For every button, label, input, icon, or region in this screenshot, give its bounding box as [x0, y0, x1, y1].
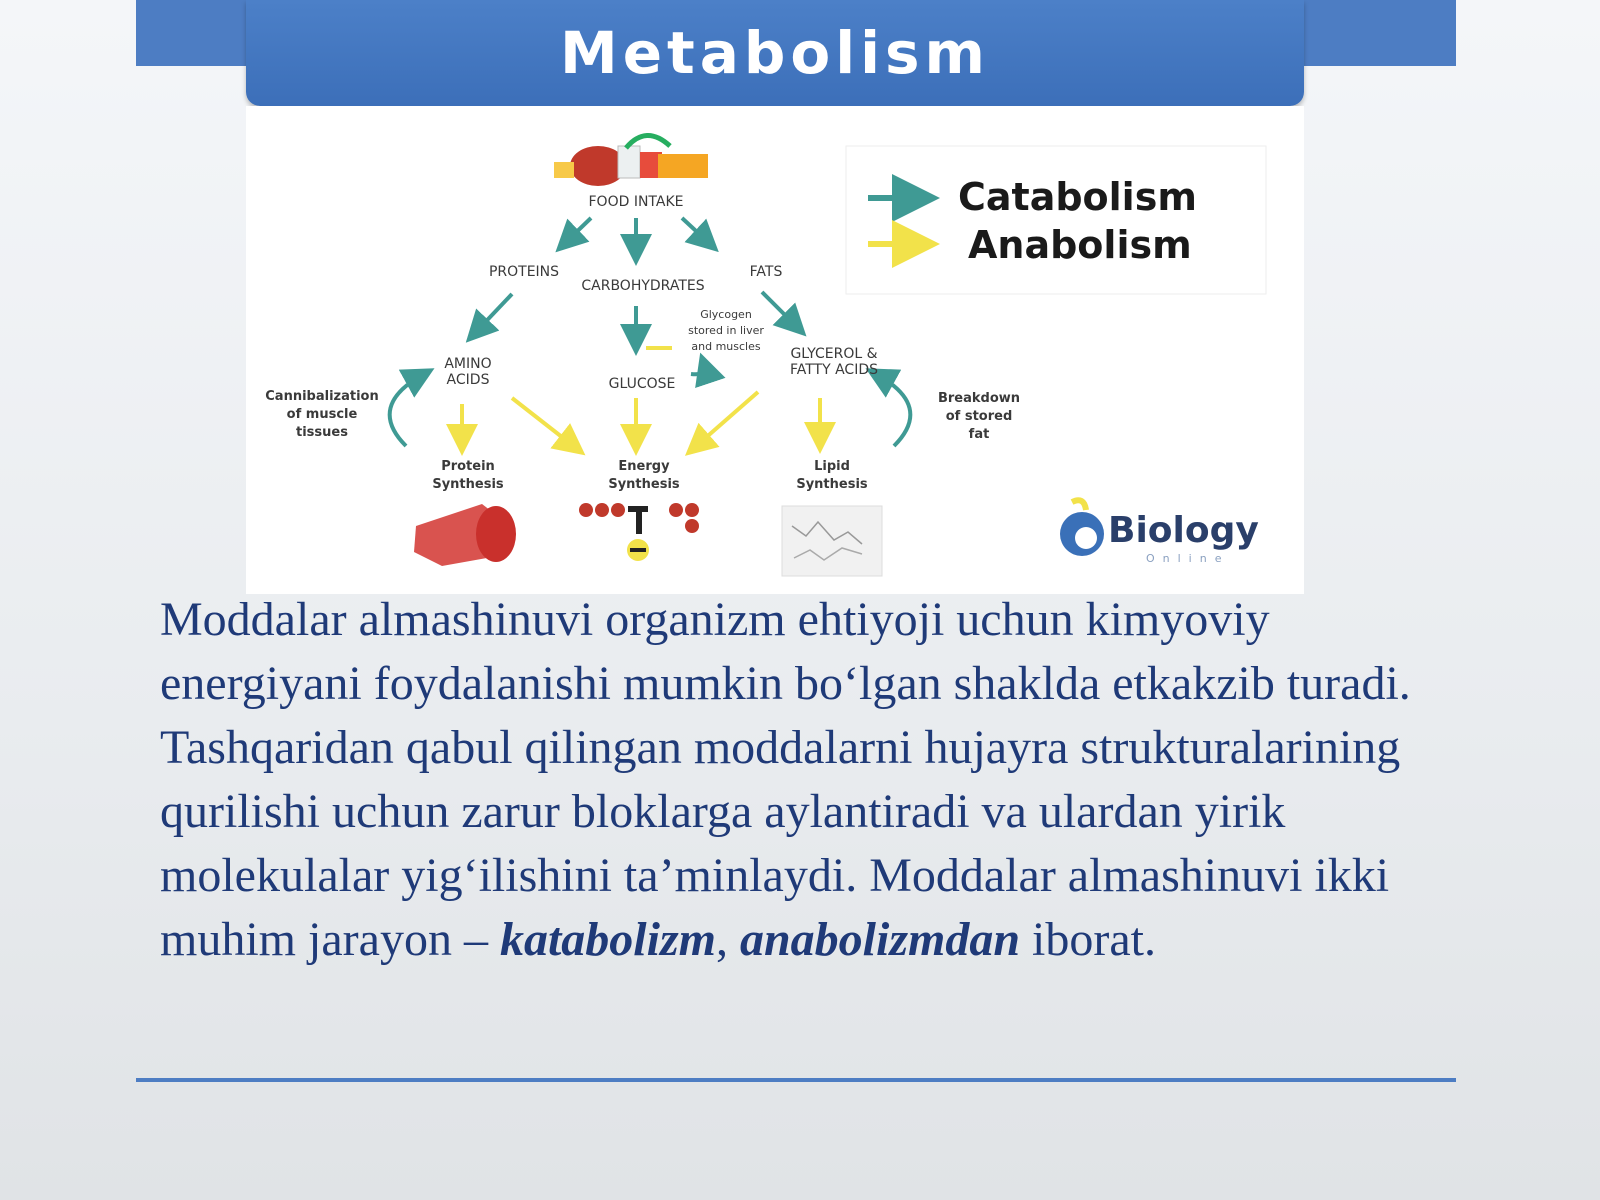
logo-name: Biology [1108, 510, 1259, 551]
lipid-illustration [782, 506, 882, 576]
arrow-breakdown-fat [876, 374, 910, 446]
glucose-label: GLUCOSE [608, 376, 676, 392]
bottom-divider [136, 1078, 1456, 1082]
cannibalization-label-3: tissues [296, 425, 348, 440]
body-text-main: Moddalar almashinuvi organizm ehtiyoji uchun kimyoviy energiyani foydalanishi mumkin bo‘lgan shaklda etkakzib turadi. Tashqaridan qabul qilingan moddalarni hujayra strukturalarining qurilishi uchun zarur bloklarga aylantiradi va ulardan yirik molekulalar yig‘ilishini ta’minlaydi. Moddalar almashinuvi ikki muhim jarayon – [160, 593, 1411, 966]
protein-synthesis-label-2: Synthesis [432, 477, 504, 492]
body-text-end: iborat. [1020, 913, 1157, 966]
body-paragraph [160, 588, 1460, 972]
breakdown-label-1: Breakdown [937, 391, 1021, 406]
amino-acids-label-1: AMINO [444, 356, 492, 372]
body-paragraph-text [160, 588, 1460, 972]
food-illustration [554, 135, 708, 186]
cannibalization-label-1: Cannibalization [265, 389, 379, 404]
catabolism-arrows [390, 218, 911, 446]
amino-acids-label-2: ACIDS [446, 372, 490, 388]
arrow-food-proteins [564, 218, 591, 244]
energy-synthesis-label-1: Energy [618, 459, 670, 474]
arrow-fats-glycerol [762, 292, 798, 328]
glycogen-label-2: stored in liver [688, 324, 764, 337]
arrow-glycerol-energy [694, 392, 758, 448]
muscle-illustration [414, 504, 516, 566]
glycerol-label-2: FATTY ACIDS [789, 362, 879, 378]
arrow-food-fats [682, 218, 710, 244]
energy-synthesis-label-2: Synthesis [608, 477, 680, 492]
arrow-amino-energy [512, 398, 576, 448]
logo-sub: Online [1146, 552, 1230, 565]
body-separator: , [715, 913, 740, 966]
atp-illustration [579, 503, 699, 561]
protein-synthesis-label-1: Protein [441, 459, 495, 474]
fats-label: FATS [749, 264, 783, 280]
cannibalization-label-2: of muscle [286, 407, 358, 422]
legend [846, 146, 1266, 294]
legend-anabolism: Anabolism [968, 223, 1192, 267]
glycogen-label-1: Glycogen [700, 308, 752, 321]
breakdown-label-3: fat [968, 427, 990, 442]
lipid-synthesis-label-2: Synthesis [796, 477, 868, 492]
keyword-katabolizm: katabolizm [499, 913, 716, 966]
title-banner [246, 0, 1304, 106]
proteins-label: PROTEINS [488, 264, 560, 280]
slide-title: Metabolism [559, 19, 990, 87]
glycerol-label-1: GLYCEROL & [790, 346, 878, 362]
food-intake-label: FOOD INTAKE [588, 194, 684, 210]
carbohydrates-label: CARBOHYDRATES [581, 278, 705, 294]
anabolism-arrows [462, 348, 820, 448]
arrow-glucose-glycogen [691, 364, 705, 374]
arrow-cannibalization [390, 374, 424, 446]
lipid-synthesis-label-1: Lipid [814, 459, 850, 474]
arrow-proteins-amino [474, 294, 512, 334]
biology-online-logo [1060, 500, 1259, 565]
glycogen-label-3: and muscles [691, 340, 761, 353]
legend-catabolism: Catabolism [958, 175, 1197, 219]
breakdown-label-2: of stored [945, 409, 1013, 424]
diagram-canvas [246, 106, 1304, 594]
keyword-anabolizmdan: anabolizmdan [739, 913, 1021, 966]
metabolism-diagram [246, 106, 1304, 594]
